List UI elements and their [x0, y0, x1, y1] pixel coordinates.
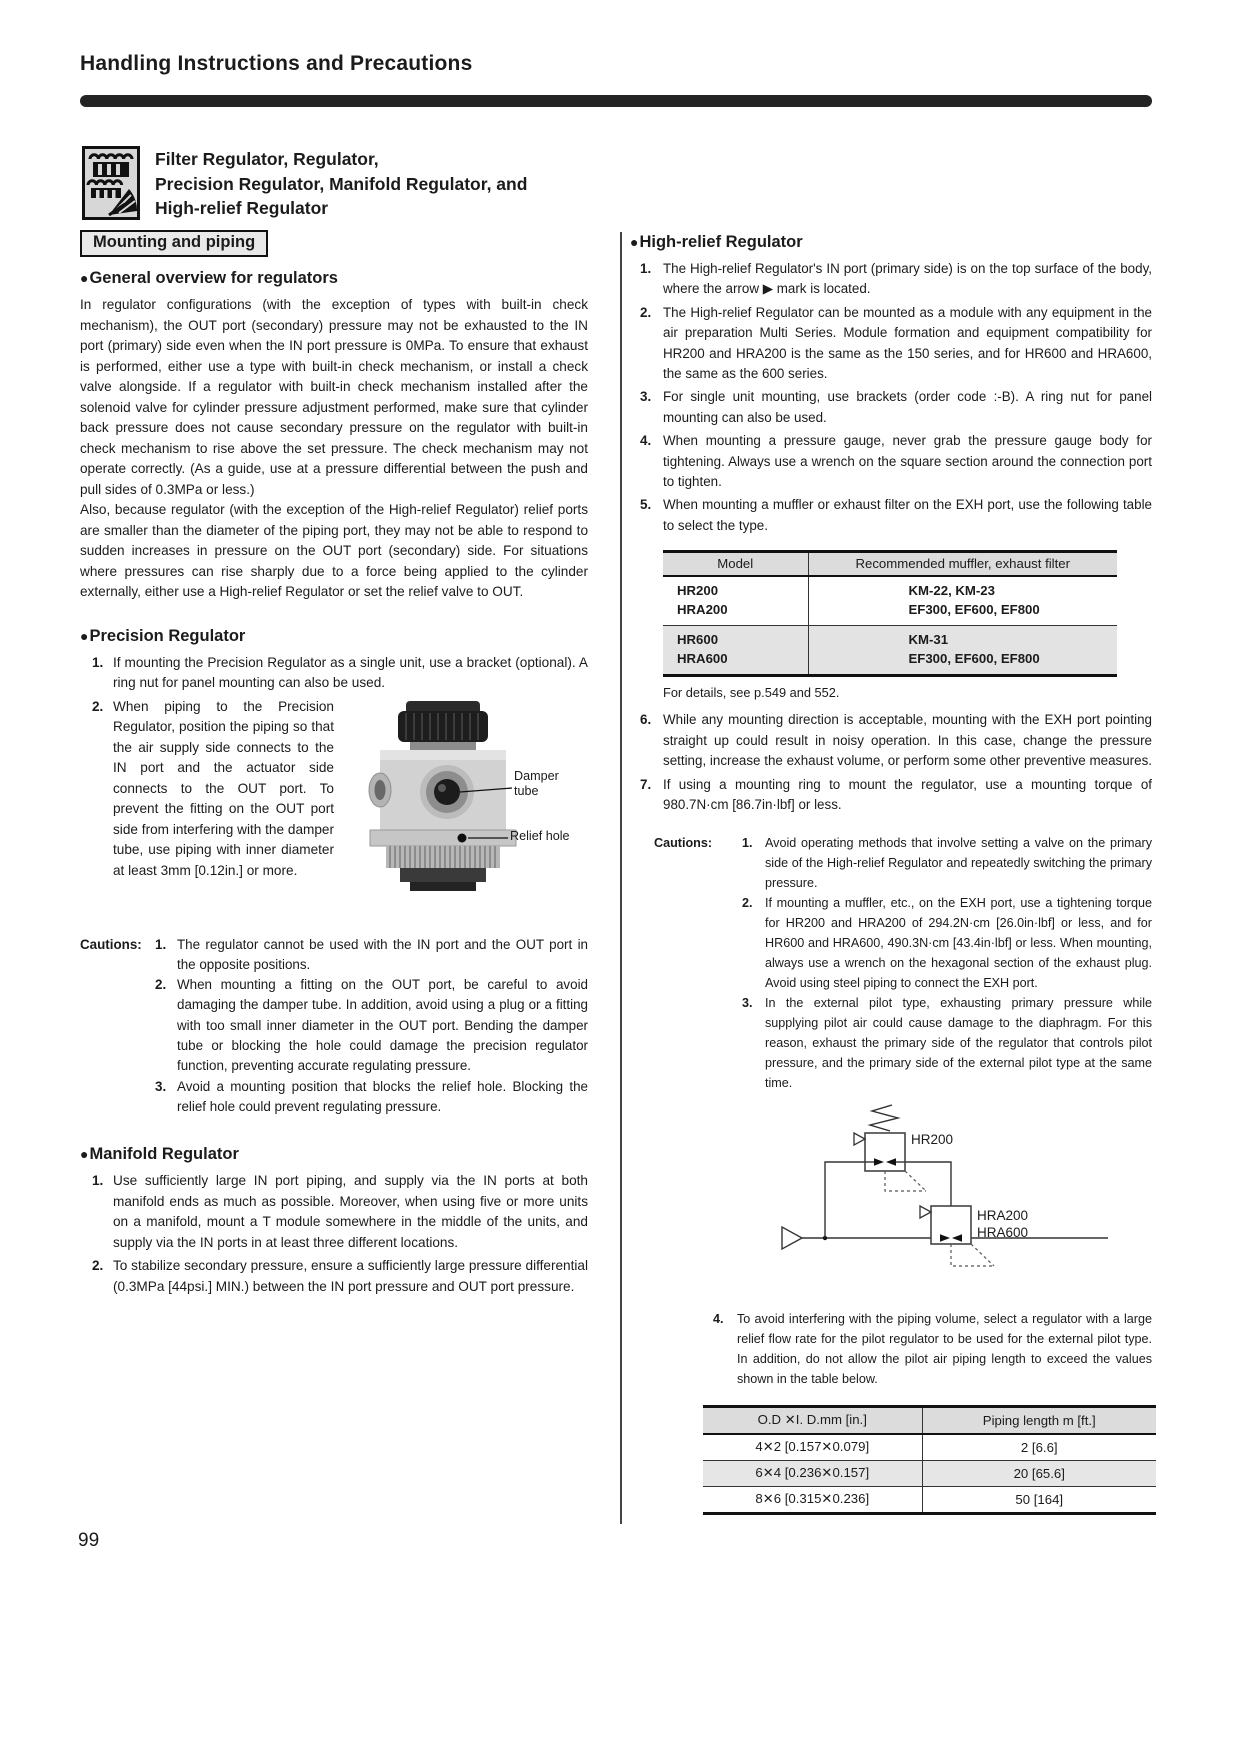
manifold-item-2: 2. To stabilize secondary pressure, ensure a sufficiently large pressure differential (0.3MPa [44psi.] MIN.) between the IN port pressure and OUT port pressure. [92, 1258, 588, 1294]
muffler-cell-line: KM-31 [908, 632, 949, 648]
mounting-and-piping-heading: Mounting and piping [80, 230, 268, 257]
pilot-circuit-diagram [630, 1103, 1152, 1295]
column-header-muffler: Recommended muffler, exhaust filter [808, 552, 1117, 577]
table-row [703, 1461, 1156, 1487]
high-relief-regulator-heading: ●High-relief Regulator [630, 233, 803, 251]
precision-regulator-heading: ●Precision Regulator [80, 626, 246, 645]
pilot-triangle-icon [854, 1133, 865, 1145]
precision-item-1 [80, 653, 588, 694]
cautions-label: Cautions: [654, 836, 713, 851]
model-cell-line: HR600 [677, 632, 719, 648]
document-subject-title [155, 146, 527, 221]
title-rule-bar [80, 95, 1152, 107]
table-row [703, 1434, 1156, 1461]
muffler-cell-line: KM-22, KM-23 [908, 583, 995, 599]
left-column [80, 230, 588, 1297]
table-row [703, 1487, 1156, 1514]
manifold-item-1: 1. Use sufficiently large IN port piping, and supply via the IN ports at both manifold ends as much as possible. Moreover, when using five or more units on a manifold, mount a T module somewhere in the middle of the units, and supply via the IN ports in at least three different locations. [92, 1173, 588, 1250]
model-cell-line: HRA600 [677, 651, 728, 667]
model-cell-line: HR200 [677, 583, 719, 599]
precision-item-2 [80, 697, 588, 915]
general-overview-paragraph-2: Also, because regulator (with the exception of the High-relief Regulator) relief ports are smaller than the diameter of the piping port, they may not be able to respond to sudden increases in pressure on the OUT port (secondary) side. For situations where pressures can rise sharply due to a force being applied to the cylinder externally, either use a High-relief Regulator or set the relief valve to OUT. [80, 502, 588, 599]
bullet-icon: ● [80, 627, 89, 644]
length-cell: 2 [6.6] [922, 1434, 1156, 1461]
title-line-3: High-relief Regulator [155, 198, 329, 218]
muffler-selection-table [663, 550, 1117, 677]
column-divider [620, 232, 622, 1524]
section-title-block [82, 146, 527, 221]
precision-regulator-figure [342, 699, 588, 911]
caution-item: 1. The regulator cannot be used with the IN port and the OUT port in the opposite positions. [155, 936, 588, 972]
length-cell: 20 [65.6] [922, 1461, 1156, 1487]
caution-item: 2. If mounting a muffler, etc., on the EXH port, use a tightening torque for HR200 and HRA200 of 294.2N·cm [26.0in·lbf] or less, and for HR600 and HRA600, 490.3N·cm [43.4in·lbf] or less. When mounting, always use a wrench on the hexagonal section of the exhaust plug. Avoid using steel piping to connect the EXH port. [742, 896, 1152, 991]
page-title: Handling Instructions and Precautions [80, 52, 473, 75]
high-relief-item-5: 5. When mounting a muffler or exhaust filter on the EXH port, use the following table to select the type. [640, 497, 1152, 533]
spring-icon [870, 1105, 898, 1131]
caution-item: 2. When mounting a fitting on the OUT port, be careful to avoid damaging the damper tube. In addition, avoid using a plug or a fitting with too small inner diameter in the OUT port. Bending the damper tube or blocking the hole could damage the precision regulator function, preventing accurate regulating pressure. [155, 977, 588, 1074]
column-header-piping-length: Piping length m [ft.] [922, 1407, 1156, 1435]
high-relief-item-7: 7. If using a mounting ring to mount the regulator, use a mounting torque of 980.7N·cm [86.7in·lbf] or less. [640, 776, 1152, 812]
length-cell: 50 [164] [922, 1487, 1156, 1514]
bullet-icon: ● [80, 270, 89, 286]
od-cell: 8✕6 [0.315✕0.236] [755, 1491, 870, 1507]
precision-regulator-photo [342, 699, 588, 911]
right-column [630, 228, 1152, 1515]
caution-item: 1. Avoid operating methods that involve setting a valve on the primary side of the High-relief Regulator and repeatedly switching the primary pressure. [742, 836, 1152, 891]
bullet-icon: ● [80, 1146, 89, 1163]
hra-regulator-symbol [931, 1206, 971, 1244]
item-number: 2. [92, 698, 104, 714]
title-line-1: Filter Regulator, Regulator, [155, 149, 379, 169]
title-line-2: Precision Regulator, Manifold Regulator, and [155, 173, 528, 194]
muffler-cell-line: EF300, EF600, EF800 [908, 602, 1040, 618]
item-number: 1. [92, 654, 104, 670]
table-footnote: For details, see p.549 and 552. [663, 685, 840, 701]
bullet-icon: ● [630, 234, 639, 250]
model-cell-line: HRA200 [677, 602, 728, 618]
high-relief-item-1: 1. The High-relief Regulator's IN port (primary side) is on the top surface of the body, where the arrow ▶ mark is located. [640, 261, 1152, 297]
air-source-triangle-icon [782, 1227, 802, 1249]
caution-item: 3. Avoid a mounting position that blocks the relief hole. Blocking the relief hole could prevent regulating pressure. [155, 1078, 588, 1114]
cautions-label: Cautions: [80, 936, 142, 952]
precision-cautions [80, 935, 588, 1118]
high-relief-item-4: 4. When mounting a pressure gauge, never grab the pressure gauge body for tightening. Always use a wrench on the square section around the connection port to tighten. [640, 433, 1152, 490]
general-overview-heading: ●General overview for regulators [80, 269, 338, 287]
pilot-triangle-icon [920, 1206, 931, 1218]
relief-hole-label: Relief hole [510, 828, 570, 843]
od-cell: 4✕2 [0.157✕0.079] [703, 1434, 922, 1461]
column-header-od-id: O.D ✕I. D.mm [in.] [703, 1407, 922, 1435]
table-row [663, 576, 1117, 626]
item-text: Damper tube Relief hole When piping to the Precision Regulator, position the piping so that the air supply side connects to the IN port and the actuator side connects to the OUT port. To prevent the fitting on the OUT port side from interfering with the damper tube, use piping with inner diameter at least 3mm [0.12in.] or more. [113, 697, 588, 915]
regulator-icon-drawing [85, 149, 137, 217]
table-row [663, 626, 1117, 676]
damper-tube-label: Damper tube [514, 768, 559, 798]
table-header-row [663, 552, 1117, 577]
high-relief-item-2: 2. The High-relief Regulator can be mounted as a module with any equipment in the air preparation Multi Series. Module formation and equipment compatibility for HR200 and HRA200 is the same as the 150 series, and for HR600 and HRA600, the same as the 600 series. [640, 304, 1152, 382]
high-relief-item-6: 6. While any mounting direction is acceptable, mounting with the EXH port pointing straight up could result in noisy operation. In this case, change the pressure setting, increase the exhaust volume, or perform some other preventive measures. [640, 712, 1152, 769]
high-relief-item-3: 3. For single unit mounting, use brackets (order code :-B). A ring nut for panel mounting can also be used. [640, 389, 1152, 425]
diagram-label-hr200: HR200 [911, 1132, 954, 1148]
high-relief-caution-4: 4. To avoid interfering with the piping volume, select a regulator with a large relief flow rate for the pilot regulator to be used for the external pilot type. In addition, do not allow the pilot air piping length to exceed the values shown in the table below. [713, 1312, 1152, 1387]
general-overview-paragraph-1: In regulator configurations (with the exception of types with built-in check mechanism), the OUT port (secondary) pressure may not be exhausted to the IN port (primary) side even when the IN port pressure is 0MPa. To ensure that exhaust is performed, either use a type with built-in check mechanism, or install a check valve alongside. If a regulator with built-in check mechanism installed after the solenoid valve for cylinder pressure adjustment performed, make sure that cylinder back pressure does not cause secondary pressure on the regulator with built-in check mechanism to rise above the set pressure. The check mechanism may not operate correctly. (As a guide, use at a pressure differential between the push and pull sides of 0.3MPa or less.) [80, 297, 588, 497]
item-text: If mounting the Precision Regulator as a single unit, use a bracket (optional). A ring nut for panel mounting can also be used. [113, 654, 588, 690]
od-cell: 6✕4 [0.236✕0.157] [703, 1461, 922, 1487]
high-relief-cautions [630, 833, 1152, 1093]
hr200-regulator-symbol [865, 1133, 905, 1171]
page-number: 99 [78, 1530, 100, 1551]
pilot-piping-length-table [703, 1405, 1156, 1515]
manifold-regulator-heading: ●Manifold Regulator [80, 1145, 239, 1164]
column-header-model: Model [663, 552, 808, 577]
regulator-unit-icon [82, 146, 140, 220]
table-header-row [703, 1407, 1156, 1435]
diagram-label-hra200: HRA200 [977, 1208, 1029, 1224]
diagram-label-hra600: HRA600 [977, 1225, 1029, 1241]
muffler-cell-line: EF300, EF600, EF800 [908, 651, 1040, 667]
caution-item: 3. In the external pilot type, exhausting primary pressure while supplying pilot air could cause damage to the diaphragm. For this reason, exhaust the primary side of the regulator that controls pilot pressure, and the primary side of the external pilot type at the same time. [742, 996, 1152, 1091]
